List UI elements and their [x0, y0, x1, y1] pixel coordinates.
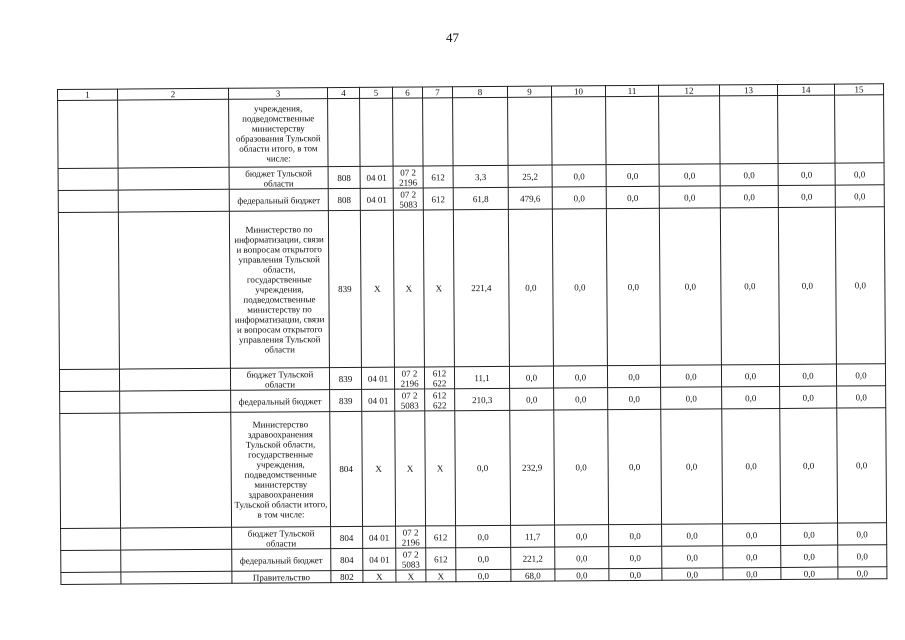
cell-c5: 04 01 — [360, 166, 393, 188]
cell-c12: 0,0 — [662, 524, 723, 546]
cell-c4: 804 — [331, 526, 363, 548]
cell-c5: 04 01 — [360, 188, 393, 210]
cell-c8: 210,3 — [455, 388, 510, 410]
cell-c12: 0,0 — [659, 186, 720, 208]
cell-c14: 0,0 — [780, 386, 837, 408]
cell-c15: 0,0 — [835, 185, 884, 207]
table-row — [58, 95, 884, 169]
cell-c7: X — [425, 411, 456, 526]
cell-c4: 802 — [331, 570, 363, 582]
column-header: 3 — [228, 88, 327, 100]
cell-c6: X — [396, 570, 426, 582]
cell-c6: 07 2 5083 — [395, 389, 425, 411]
cell-c8: 0,0 — [456, 525, 511, 547]
cell-c9: 479,6 — [508, 187, 552, 209]
cell-c9: 0,0 — [509, 366, 553, 388]
cell-c4: 804 — [331, 548, 363, 570]
cell-c7 — [423, 98, 453, 166]
cell-c13: 0,0 — [721, 364, 779, 386]
cell-c8: 221,4 — [453, 209, 509, 366]
cell-col1 — [60, 413, 121, 528]
column-header: 14 — [777, 84, 834, 95]
cell-col1 — [60, 391, 120, 413]
row-name: бюджет Тульской области — [230, 368, 329, 391]
cell-c6: X — [393, 210, 424, 367]
cell-c6: 07 2 2196 — [394, 367, 424, 389]
cell-c4: 839 — [330, 389, 362, 411]
cell-c5: 04 01 — [363, 526, 396, 548]
cell-c10: 0,0 — [555, 525, 609, 547]
cell-c14: 0,0 — [781, 523, 838, 545]
cell-c9: 0,0 — [508, 209, 553, 366]
cell-c6: X — [395, 411, 426, 526]
cell-c6: 07 2 5083 — [393, 188, 423, 210]
cell-c12: 0,0 — [661, 387, 722, 409]
column-header: 1 — [58, 89, 118, 100]
cell-c10: 0,0 — [552, 209, 607, 366]
cell-col1 — [58, 212, 119, 369]
cell-c14: 0,0 — [778, 185, 835, 207]
row-name: бюджет Тульской области — [229, 167, 328, 190]
cell-c11: 0,0 — [608, 387, 661, 409]
cell-col1 — [59, 369, 119, 391]
cell-c10: 0,0 — [554, 388, 608, 410]
cell-col2 — [121, 571, 232, 584]
cell-c6: 07 2 2196 — [396, 526, 426, 548]
cell-c8: 0,0 — [456, 569, 511, 581]
cell-c10: 0,0 — [554, 410, 609, 525]
cell-col1 — [58, 168, 118, 190]
cell-c4: 839 — [328, 210, 361, 367]
row-name: федеральный бюджет — [231, 390, 330, 413]
cell-c15: 0,0 — [838, 523, 887, 545]
cell-c8: 61,8 — [453, 187, 508, 209]
cell-c11 — [606, 96, 659, 164]
cell-c10: 0,0 — [552, 165, 606, 187]
cell-c12: 0,0 — [661, 409, 723, 524]
cell-c9: 221,2 — [511, 547, 555, 569]
cell-c7: 612 — [423, 188, 453, 210]
row-name: федеральный бюджет — [229, 189, 328, 212]
cell-c11: 0,0 — [609, 524, 662, 546]
cell-col1 — [61, 550, 121, 572]
column-header: 15 — [834, 84, 883, 95]
cell-c13: 0,0 — [720, 207, 779, 364]
cell-c13: 0,0 — [723, 545, 781, 567]
table-row — [60, 408, 887, 529]
cell-c10: 0,0 — [555, 569, 609, 581]
cell-col2 — [119, 368, 230, 391]
cell-c12: 0,0 — [659, 208, 721, 365]
cell-c9 — [508, 97, 552, 165]
cell-col2 — [118, 167, 229, 190]
cell-c14: 0,0 — [779, 364, 836, 386]
column-header: 10 — [551, 86, 605, 97]
cell-c5 — [360, 98, 393, 166]
cell-c12 — [659, 96, 720, 164]
cell-c13: 0,0 — [722, 408, 781, 523]
cell-c5: 04 01 — [361, 367, 394, 389]
cell-col2 — [120, 412, 232, 528]
cell-col1 — [61, 572, 121, 584]
column-header: 11 — [605, 85, 658, 96]
cell-c8: 11,1 — [454, 366, 509, 388]
row-name: Министерство здравоохранения Тульской области, государственные учреждения, подведомственные министерству здравоохранения Тульской области итого, в том числе: — [231, 412, 331, 528]
cell-c8: 3,3 — [453, 165, 508, 187]
cell-c10 — [552, 97, 606, 165]
row-name: учреждения, подведомственные министерству образования Тульской области итого, в том числе: — [229, 99, 328, 168]
page-number: 47 — [446, 30, 459, 45]
cell-c10: 0,0 — [552, 187, 606, 209]
cell-c13: 0,0 — [723, 567, 781, 579]
cell-col2 — [118, 189, 229, 212]
cell-c11: 0,0 — [606, 186, 659, 208]
cell-c12: 0,0 — [660, 365, 721, 387]
column-header: 8 — [452, 86, 507, 97]
cell-c14: 0,0 — [781, 567, 838, 579]
cell-c10: 0,0 — [553, 366, 607, 388]
cell-c14: 0,0 — [778, 163, 835, 185]
cell-c6: 07 2 5083 — [396, 548, 426, 570]
cell-c13: 0,0 — [720, 185, 778, 207]
cell-c15 — [835, 95, 884, 163]
cell-col2 — [121, 549, 232, 572]
column-header: 2 — [118, 88, 229, 100]
cell-c9: 0,0 — [510, 388, 554, 410]
cell-c4: 839 — [329, 367, 361, 389]
cell-col1 — [61, 528, 121, 550]
cell-c13 — [720, 95, 778, 163]
cell-c5: 04 01 — [363, 548, 396, 570]
column-header: 7 — [422, 87, 452, 98]
column-header: 12 — [658, 85, 719, 96]
cell-c14 — [778, 95, 835, 163]
cell-c4: 808 — [328, 188, 360, 210]
cell-c11: 0,0 — [608, 409, 662, 524]
cell-c11: 0,0 — [606, 164, 659, 186]
cell-c5: X — [363, 570, 396, 582]
cell-c8: 0,0 — [455, 410, 511, 525]
row-name: федеральный бюджет — [232, 549, 331, 572]
budget-table — [57, 83, 887, 585]
cell-c13: 0,0 — [722, 386, 780, 408]
cell-c15: 0,0 — [835, 207, 885, 364]
row-name: бюджет Тульской области — [232, 527, 331, 550]
cell-c10: 0,0 — [555, 547, 609, 569]
cell-c9: 68,0 — [511, 569, 555, 581]
cell-c9: 11,7 — [511, 525, 555, 547]
cell-c4 — [328, 98, 360, 166]
cell-c11: 0,0 — [609, 568, 662, 580]
cell-c5: X — [362, 411, 396, 526]
cell-c7: 612 — [423, 166, 453, 188]
cell-c12: 0,0 — [659, 164, 720, 186]
cell-c7: X — [423, 210, 454, 367]
cell-c6 — [393, 98, 423, 166]
cell-c8: 0,0 — [456, 547, 511, 569]
cell-c13: 0,0 — [720, 163, 778, 185]
column-header: 5 — [359, 87, 392, 98]
cell-c11: 0,0 — [609, 546, 662, 568]
column-header: 9 — [507, 86, 551, 97]
row-name: Правительство — [232, 571, 331, 584]
cell-c7: 612 622 — [424, 367, 454, 389]
cell-c14: 0,0 — [781, 545, 838, 567]
cell-col1 — [58, 190, 118, 212]
cell-c7: X — [426, 570, 456, 582]
cell-c13: 0,0 — [723, 523, 781, 545]
cell-c5: X — [360, 210, 394, 367]
cell-c9: 232,9 — [510, 410, 555, 525]
cell-c12: 0,0 — [662, 568, 723, 580]
cell-c15: 0,0 — [838, 545, 887, 567]
cell-col2 — [120, 390, 231, 413]
cell-c15: 0,0 — [837, 386, 886, 408]
cell-c15: 0,0 — [836, 364, 885, 386]
cell-c12: 0,0 — [662, 546, 723, 568]
cell-c8 — [453, 97, 508, 165]
cell-c7: 612 622 — [425, 389, 455, 411]
cell-c7: 612 — [426, 526, 456, 548]
cell-c4: 804 — [330, 411, 363, 526]
table-row — [58, 207, 885, 370]
column-header: 6 — [392, 87, 422, 98]
cell-c6: 07 2 2196 — [393, 166, 423, 188]
cell-col2 — [121, 527, 232, 550]
cell-c14: 0,0 — [778, 207, 836, 364]
cell-c7: 612 — [426, 548, 456, 570]
row-name: Министерство по информатизации, связи и вопросам открытого управления Тульской области, государственные учреждения, подведомственные министерству по информатизации, связи и вопросам открытого управления Тульской области — [229, 211, 329, 369]
cell-col1 — [58, 100, 118, 168]
column-header: 4 — [327, 87, 359, 98]
cell-c9: 25,2 — [508, 165, 552, 187]
cell-c15: 0,0 — [838, 567, 887, 579]
cell-col2 — [118, 99, 229, 168]
cell-c11: 0,0 — [606, 208, 660, 365]
cell-c14: 0,0 — [780, 408, 838, 523]
cell-col2 — [118, 211, 230, 369]
cell-c15: 0,0 — [835, 163, 884, 185]
cell-c5: 04 01 — [362, 389, 395, 411]
cell-c11: 0,0 — [607, 365, 660, 387]
cell-c4: 808 — [328, 166, 360, 188]
cell-c15: 0,0 — [837, 408, 887, 523]
column-header: 13 — [719, 84, 777, 95]
